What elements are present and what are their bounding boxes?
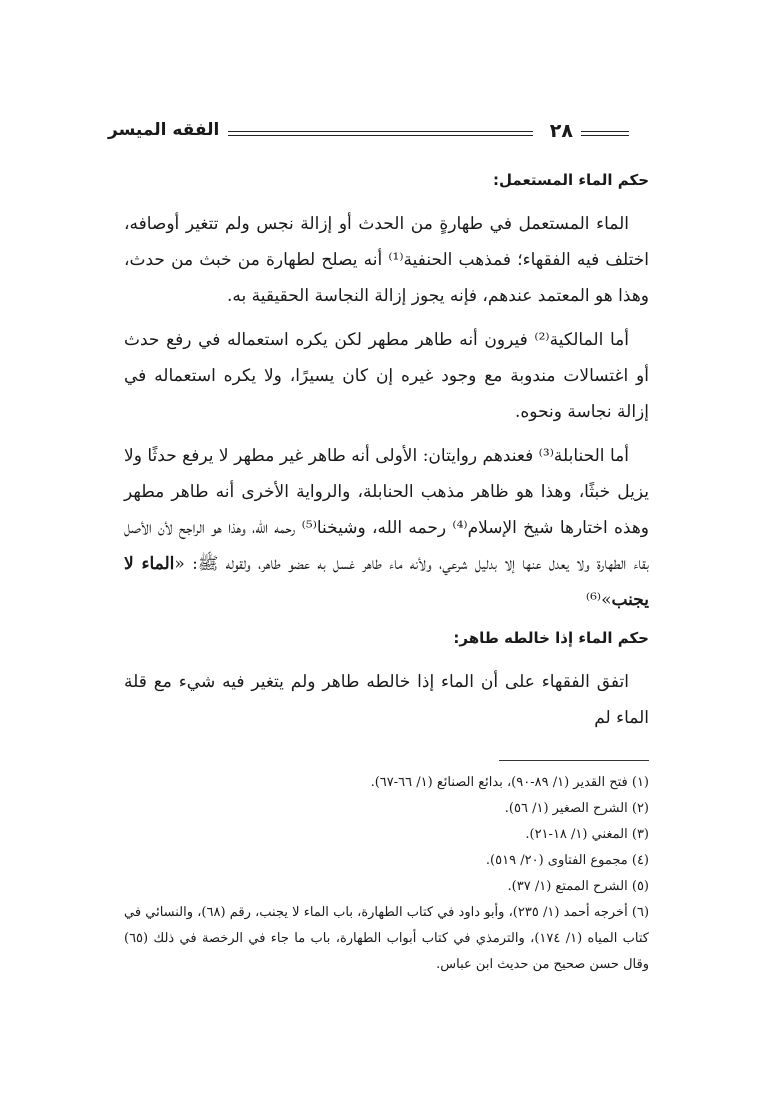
footnote-5: (٥) الشرح الممتع (١/ ٣٧). <box>507 879 649 894</box>
footnote-2: (٢) الشرح الصغير (١/ ٥٦). <box>504 801 649 816</box>
page-number: ٢٨ <box>549 120 573 142</box>
footnotes <box>124 770 649 978</box>
paragraph-maliki: أما المالكية⁽²⁾ فيرون أنه طاهر مطهر لكن يكره استعماله في رفع حدث أو اغتسالات مندوبة مع وجود غيره إن كان يسيرًا، ولا يكره استعماله في إزالة نجاسة ونحوه. <box>124 330 649 422</box>
footnote-separator <box>499 760 649 761</box>
main-text <box>124 168 649 744</box>
book-title: الفقه الميسر <box>108 120 220 140</box>
hadith-quote: الماء لا يجنب <box>124 554 649 610</box>
header-rule-middle <box>228 131 533 136</box>
footnote-1: (١) فتح القدير (١/ ٨٩-٩٠)، بدائع الصنائع (١/ ٦٦-٦٧). <box>370 775 649 790</box>
paragraph-hanafi: الماء المستعمل في طهارةٍ من الحدث أو إزالة نجس ولم تتغير أوصافه، اختلف فيه الفقهاء؛ فمذهب الحنفية⁽¹⁾ أنه يصلح لطهارة من خبث من حدث، وهذا هو المعتمد عندهم، فإنه يجوز إزالة النجاسة الحقيقية به. <box>124 214 649 306</box>
heading-mixed-water: حكم الماء إذا خالطه طاهر: <box>453 629 649 647</box>
footnote-3: (٣) المغني (١/ ١٨-٢١). <box>525 827 649 842</box>
paragraph-hanbali-text: أما الحنابلة⁽³⁾ فعندهم روايتان: الأولى أنه طاهر غير مطهر لا يرفع حدثًا ولا يزيل خبثًا، وهذا هو ظاهر مذهب الحنابلة، والرواية الأخرى أنه طاهر مطهر وهذه اختارها شيخ الإسلام⁽⁴⁾ رحمه الله، وشيخنا⁽⁵⁾ رحمه الله، وهذا هو الراجح لأن الأصل بقاء الطهارة ولا يعدل عنها إلا بدليل شرعي، ولأنه ماء طاهر غسل به عضو طاهر، ولقوله ﷺ: « <box>124 446 649 574</box>
running-header <box>108 118 629 148</box>
footnote-6: (٦) أخرجه أحمد (١/ ٢٣٥)، وأبو داود في كتاب الطهارة، باب الماء لا يجنب، رقم (٦٨)، والنسائي في كتاب المياه (١/ ١٧٤)، والترمذي في كتاب أبواب الطهارة، باب ما جاء في الرخصة في ذلك (٦٥) وقال حسن صحيح من حديث ابن عباس. <box>124 905 650 972</box>
hadith-quote-close: »⁽⁶⁾ <box>585 590 612 610</box>
paragraph-hanbali <box>124 438 649 618</box>
paragraph-agreement: اتفق الفقهاء على أن الماء إذا خالطه طاهر ولم يتغير فيه شيء مع قلة الماء لم <box>124 672 649 728</box>
heading-used-water: حكم الماء المستعمل: <box>493 171 649 189</box>
header-rule-right <box>581 131 629 136</box>
footnote-4: (٤) مجموع الفتاوى (٢٠/ ٥١٩). <box>485 853 649 868</box>
